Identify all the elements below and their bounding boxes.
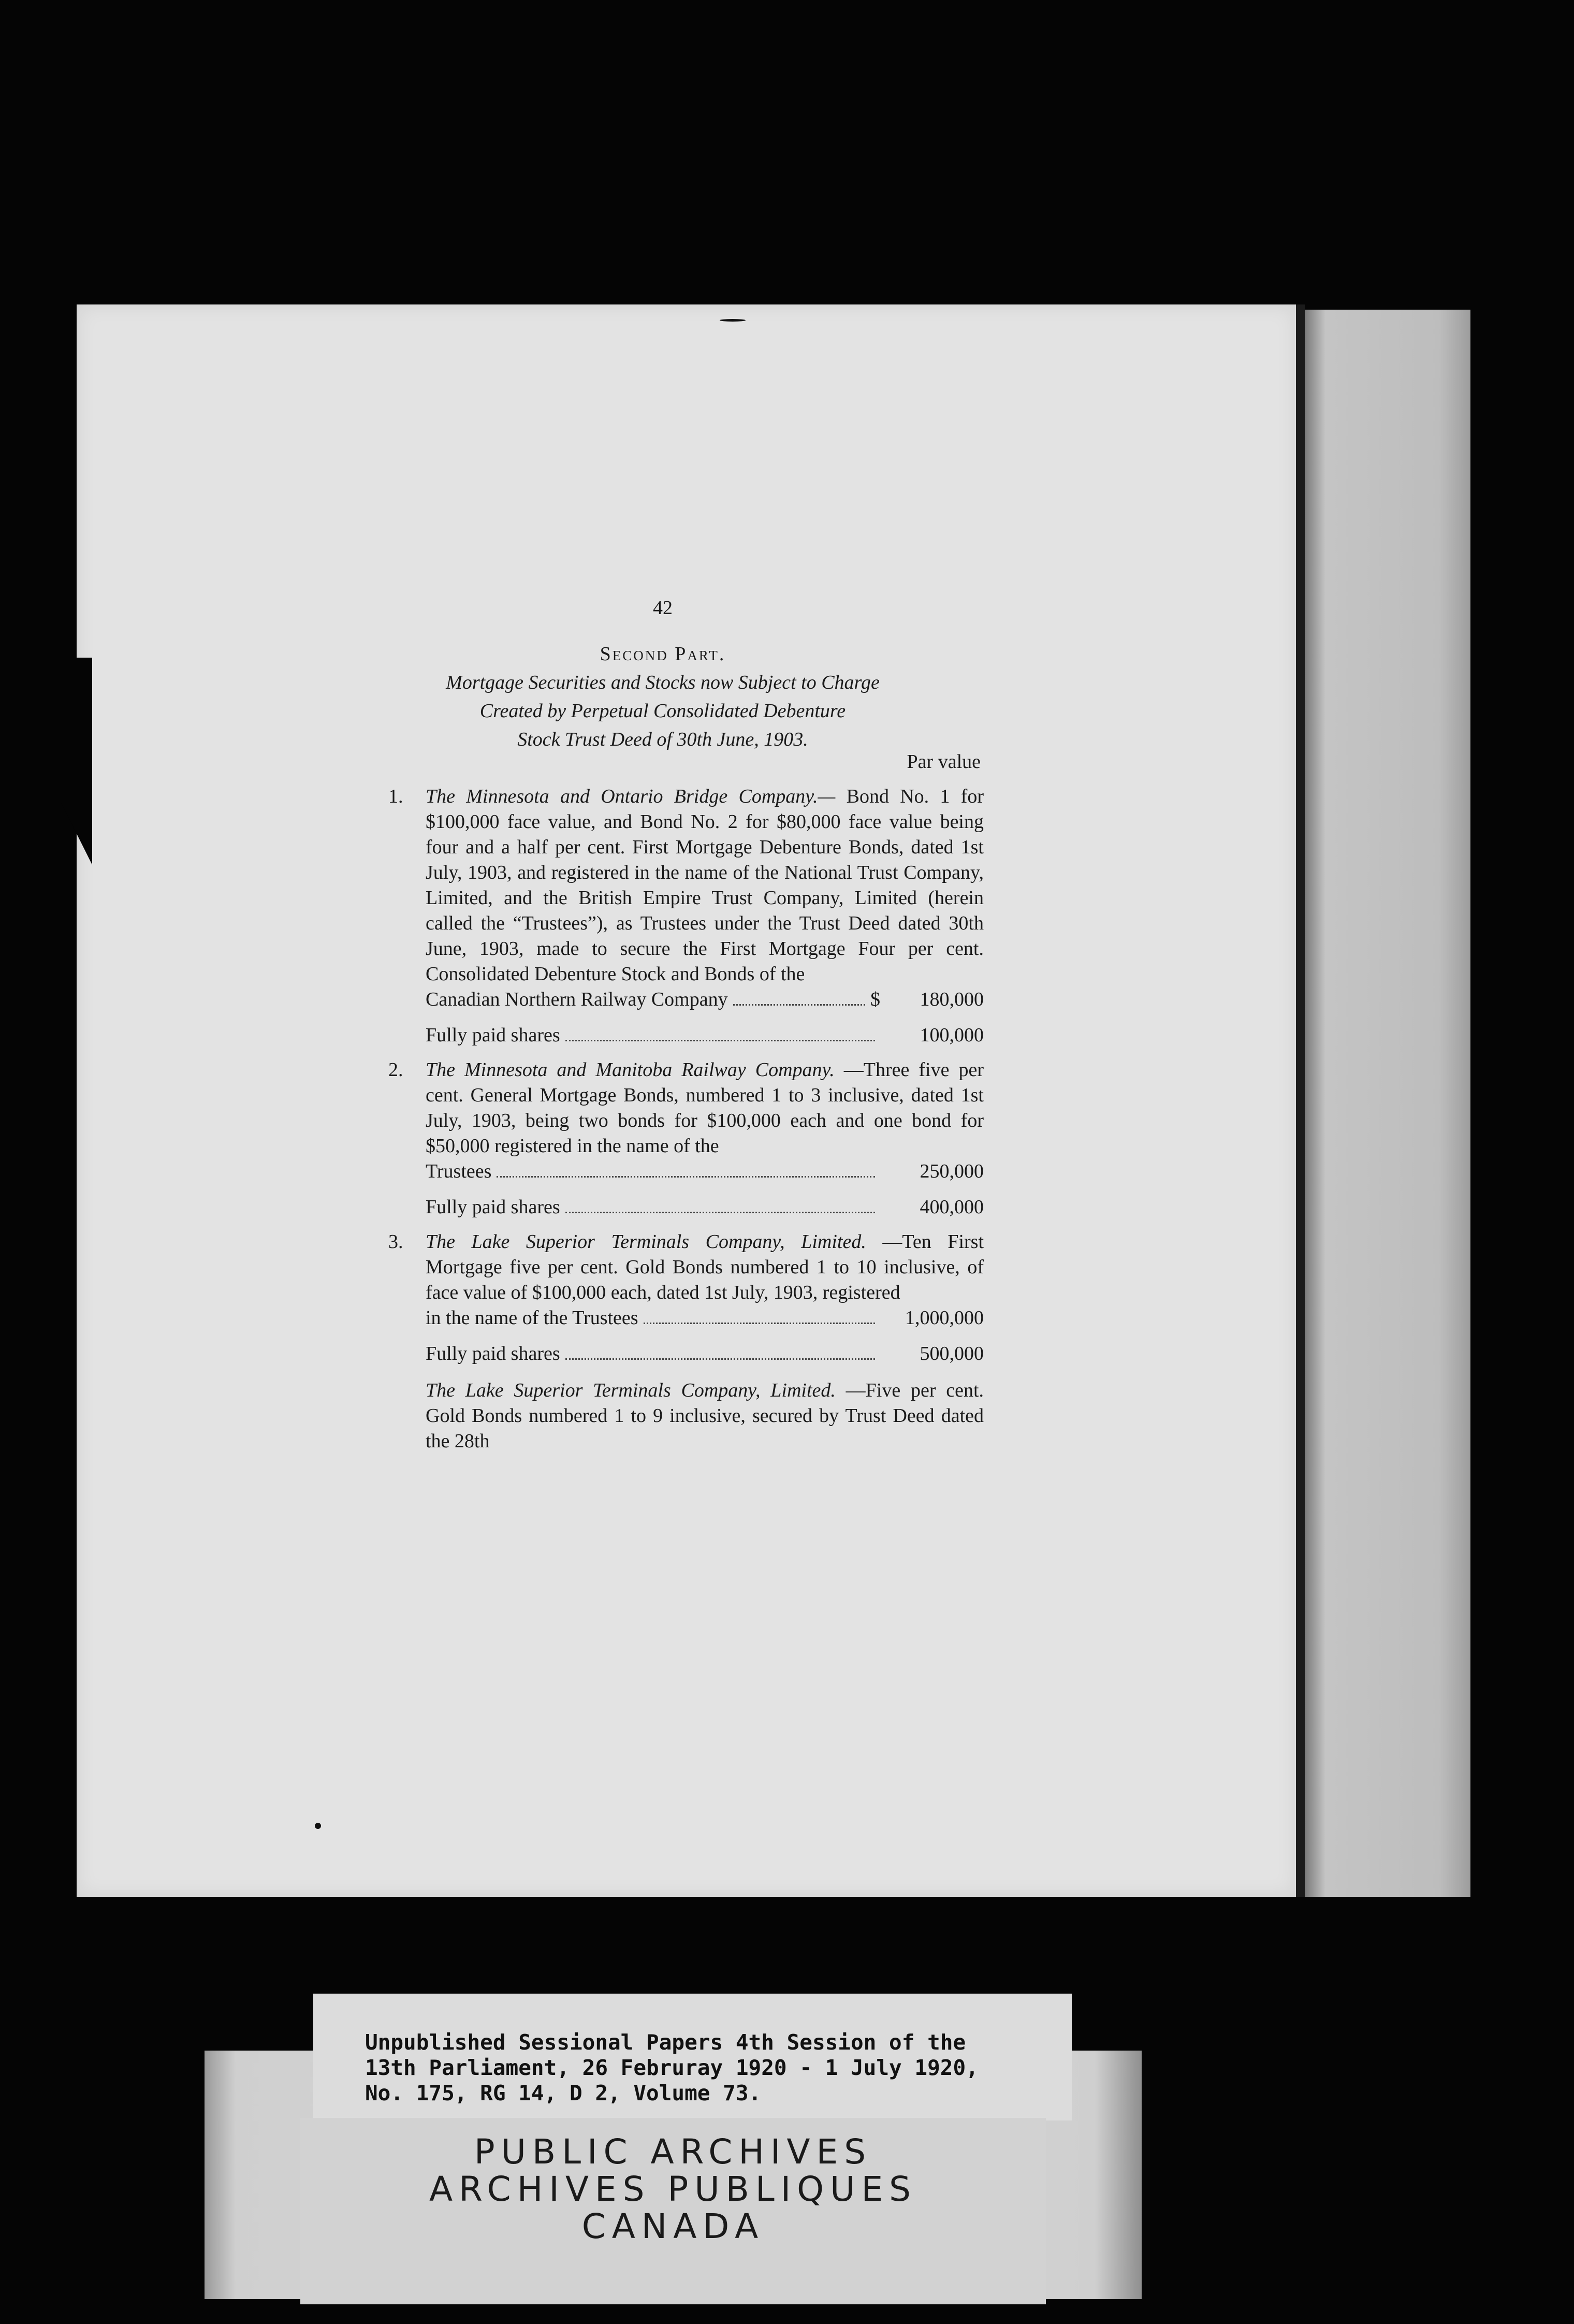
item-title: The Lake Superior Terminals Company, Limited. bbox=[426, 1379, 836, 1401]
leader-dots bbox=[733, 1004, 865, 1006]
item-title: The Lake Superior Terminals Company, Limited. bbox=[426, 1231, 866, 1253]
label-line: Unpublished Sessional Papers 4th Session of the bbox=[365, 2030, 966, 2055]
item-number: 2. bbox=[388, 1059, 403, 1081]
shares-label: Fully paid shares bbox=[426, 1196, 560, 1218]
shares-value: 400,000 bbox=[920, 1196, 984, 1218]
item-value: 1,000,000 bbox=[905, 1307, 984, 1329]
item-title: The Minnesota and Manitoba Railway Company. bbox=[426, 1059, 835, 1081]
item-body: —Ten First Mortgage five per cent. Gold Bonds numbered 1 to 10 inclusive, of face value of $100,000 each, dated 1st July, 1903, registered bbox=[426, 1231, 984, 1303]
continuation-item bbox=[342, 1378, 984, 1454]
security-item bbox=[342, 784, 984, 1048]
shares-label: Fully paid shares bbox=[426, 1343, 560, 1364]
label-line: No. 175, RG 14, D 2, Volume 73. bbox=[365, 2081, 762, 2105]
part-heading: Second Part. bbox=[600, 643, 726, 665]
archive-label-card bbox=[313, 1994, 1072, 2120]
security-item bbox=[342, 1057, 984, 1220]
item-number: 1. bbox=[388, 786, 403, 807]
item-text bbox=[426, 1229, 984, 1305]
shares-value: 500,000 bbox=[920, 1343, 984, 1364]
leader-dots bbox=[565, 1212, 875, 1213]
item-value-row bbox=[426, 987, 984, 1012]
subtitle-line: Created by Perpetual Consolidated Debenture bbox=[479, 700, 846, 722]
adjacent-page-edge bbox=[1305, 310, 1470, 1897]
item-value-row bbox=[426, 1159, 984, 1184]
item-value-row bbox=[426, 1305, 984, 1331]
shares-row bbox=[426, 1341, 984, 1367]
item-last-line: Trustees bbox=[426, 1160, 492, 1182]
item-body: —Five per cent. Gold Bonds numbered 1 to 9 inclusive, secured by Trust Deed dated the 28th bbox=[426, 1379, 984, 1452]
column-heading-par-value: Par value bbox=[907, 751, 981, 773]
leader-dots bbox=[644, 1323, 875, 1324]
speck bbox=[720, 319, 746, 322]
stamp-line: PUBLIC ARCHIVES bbox=[474, 2132, 872, 2172]
leader-dots bbox=[497, 1176, 875, 1178]
subtitle-line: Mortgage Securities and Stocks now Subject to Charge bbox=[446, 672, 880, 693]
subtitle-line: Stock Trust Deed of 30th June, 1903. bbox=[517, 729, 808, 750]
shares-label: Fully paid shares bbox=[426, 1024, 560, 1046]
item-text bbox=[426, 1378, 984, 1454]
archive-stamp bbox=[300, 2118, 1046, 2304]
item-body: Bond No. 1 for $100,000 face value, and Bond No. 2 for $80,000 face value being four and a half per cent. First Mortgage Debenture Bonds, dated 1st July, 1903, and registered in the name of the National Trust Company, Limited, and the British Empire Trust Company, Limited (herein called the “Trustees”), as Trustees under the Trust Deed dated 30th June, 1903, made to secure the First Mortgage Four per cent. Consolidated Debenture Stock and Bonds of the bbox=[426, 786, 984, 985]
item-title: The Minnesota and Ontario Bridge Company.— bbox=[426, 786, 836, 807]
page-number: 42 bbox=[653, 597, 673, 619]
item-text bbox=[426, 1057, 984, 1159]
item-value: 180,000 bbox=[920, 989, 984, 1010]
shares-row bbox=[426, 1195, 984, 1220]
page-clip bbox=[61, 658, 92, 865]
label-line: 13th Parliament, 26 Februray 1920 - 1 July 1920, bbox=[365, 2055, 979, 2080]
leader-dots bbox=[565, 1358, 875, 1360]
item-last-line: Canadian Northern Railway Company bbox=[426, 989, 728, 1010]
page-gutter bbox=[1296, 304, 1305, 1897]
shares-value: 100,000 bbox=[920, 1024, 984, 1046]
shares-row bbox=[426, 1023, 984, 1048]
page-content bbox=[342, 595, 984, 1454]
item-number: 3. bbox=[388, 1231, 403, 1253]
item-last-line: in the name of the Trustees bbox=[426, 1307, 638, 1329]
subtitle bbox=[342, 670, 984, 752]
speck bbox=[315, 1823, 321, 1829]
security-item bbox=[342, 1229, 984, 1367]
item-value: 250,000 bbox=[920, 1160, 984, 1182]
stamp-line: CANADA bbox=[581, 2206, 765, 2246]
item-body: —Three five per cent. General Mortgage Bonds, numbered 1 to 3 inclusive, dated 1st July, 1903, being two bonds for $100,000 each and one bond for $50,000 registered in the name of the bbox=[426, 1059, 984, 1157]
item-text bbox=[426, 784, 984, 987]
dollar-sign: $ bbox=[870, 989, 880, 1010]
leader-dots bbox=[565, 1040, 875, 1041]
stamp-line: ARCHIVES PUBLIQUES bbox=[429, 2169, 917, 2209]
